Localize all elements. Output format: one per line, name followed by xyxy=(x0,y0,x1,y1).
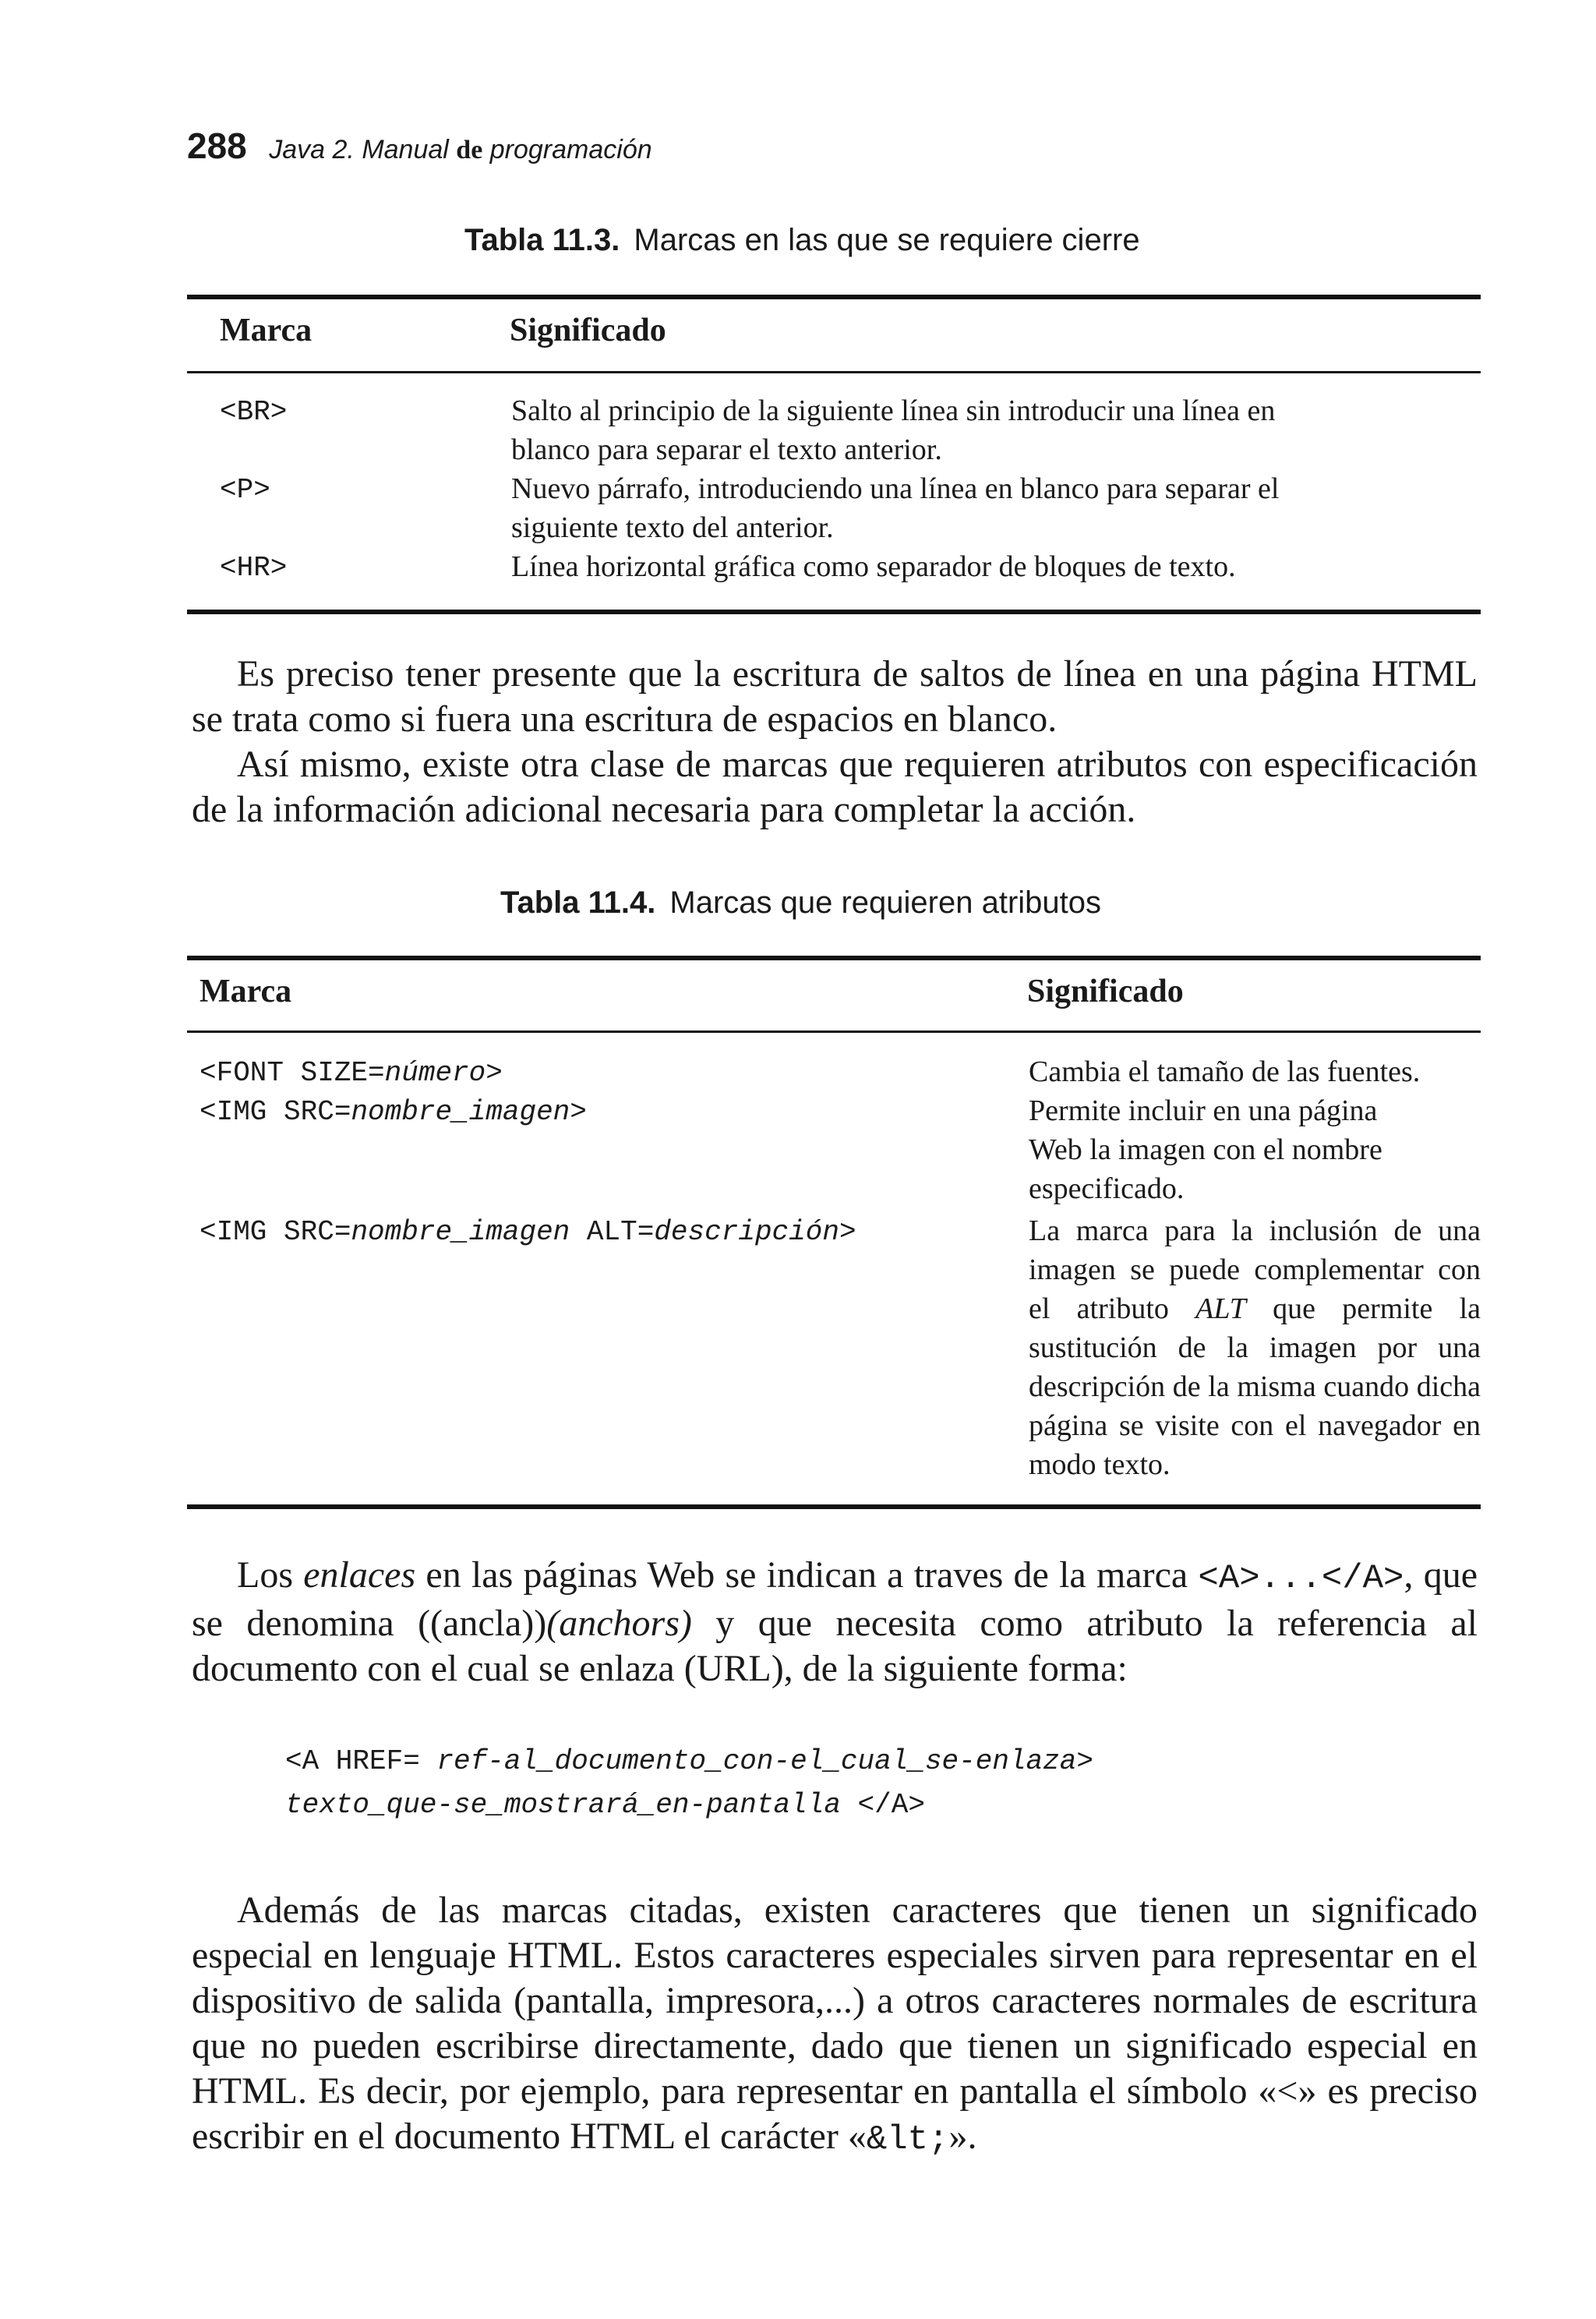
running-header xyxy=(187,125,652,167)
table-top-rule xyxy=(187,295,1481,299)
table-top-rule xyxy=(187,956,1481,960)
table1-row-marca: <P> xyxy=(220,474,270,506)
table2-row-marca: <IMG SRC=nombre_imagen ALT=descripción> xyxy=(200,1216,856,1248)
table1-row-marca: <BR> xyxy=(220,396,288,428)
body-paragraph: Los enlaces en las páginas Web se indican a traves de la marca <A>...</A>, que se denomina ((ancla))(anchors) y que necesita como atributo la referencia al documento con el cual se enlaza (URL), de la siguiente forma: xyxy=(192,1554,1478,1689)
table-header-rule xyxy=(187,1030,1481,1033)
table2-row-marca: <IMG SRC=nombre_imagen> xyxy=(200,1096,587,1128)
page-number: 288 xyxy=(187,125,247,166)
table1-row-significado: Salto al principio de la siguiente línea sin introducir una línea en blanco para separar el texto anterior. xyxy=(511,394,1276,466)
table2-header-marca: Marca xyxy=(200,974,292,1009)
table2-row-marca: <FONT SIZE=número> xyxy=(200,1057,503,1089)
table-header-rule xyxy=(187,371,1481,373)
code-line: <A HREF= ref-al_documento_con-el_cual_se-enlaza> xyxy=(285,1745,1093,1777)
table2-header-significado: Significado xyxy=(1027,974,1184,1009)
book-title: Java 2. Manual de programación xyxy=(269,135,652,164)
code-example xyxy=(285,1740,1093,1827)
table1-header-significado: Significado xyxy=(510,313,666,348)
table-bottom-rule xyxy=(187,610,1481,614)
table1-header-marca: Marca xyxy=(220,313,312,348)
table1-row-marca: <HR> xyxy=(220,552,288,584)
table2-row-significado: Cambia el tamaño de las fuentes. xyxy=(1029,1055,1421,1088)
table1-row-significado: Nuevo párrafo, introduciendo una línea en blanco para separar el siguiente texto del anterior. xyxy=(511,472,1280,544)
table2-row-significado: La marca para la inclusión de una imagen se puede complementar con el atributo ALT que permite la sustitución de la imagen por una descripción de la misma cuando dicha página se visite con el navegador en modo texto. xyxy=(1029,1214,1481,1481)
body-paragraph: Es preciso tener presente que la escritura de saltos de línea en una página HTML se trata como si fuera una escritura de espacios en blanco. xyxy=(192,653,1478,740)
body-paragraph: Además de las marcas citadas, existen caracteres que tienen un significado especial en lenguaje HTML. Estos caracteres especiales sirven para representar en el dispositivo de salida (pantalla, impresora,...) a otros caracteres normales de escritura que no pueden escribirse directamente, dado que tienen un significado especial en HTML. Es decir, por ejemplo, para representar en pantalla el símbolo «<» es preciso escribir en el documento HTML el carácter «&lt;». xyxy=(192,1889,1478,2159)
body-paragraph: Así mismo, existe otra clase de marcas que requieren atributos con especificación de la información adicional necesaria para completar la acción. xyxy=(192,744,1478,830)
table1-row-significado: Línea horizontal gráfica como separador de bloques de texto. xyxy=(511,550,1236,583)
table2-row-significado: Permite incluir en una página Web la imagen con el nombre especificado. xyxy=(1029,1094,1382,1205)
code-line: texto_que-se_mostrará_en-pantalla </A> xyxy=(285,1789,925,1821)
table-bottom-rule xyxy=(187,1504,1481,1509)
table-caption-11-3: Tabla 11.3. Marcas en las que se requiere cierre xyxy=(464,223,1140,257)
table-caption-11-4: Tabla 11.4. Marcas que requieren atributos xyxy=(500,886,1102,920)
